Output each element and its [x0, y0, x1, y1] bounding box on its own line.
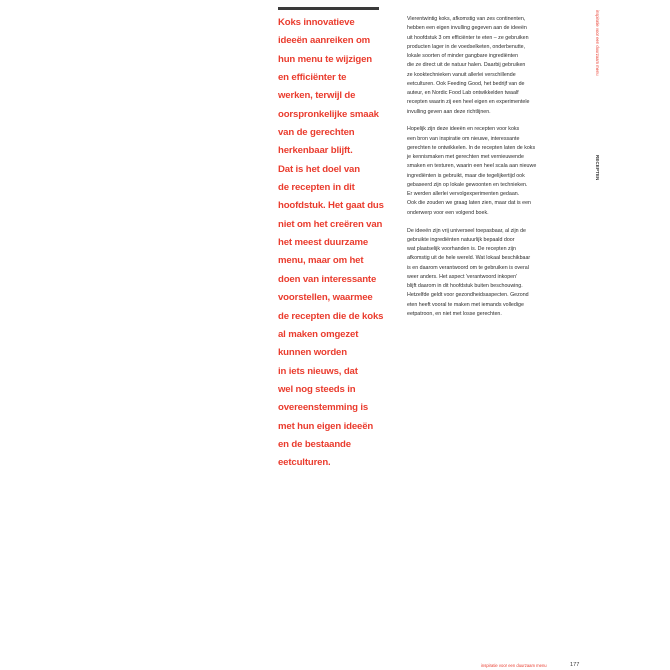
body-line: recepten waarin zij een heel eigen en experimentele	[407, 99, 530, 106]
body-line: eetpatroon, en niet met losse gerechten.	[407, 310, 502, 317]
body-line: blijft daarom in dit hoofdstuk buiten beschouwing.	[407, 283, 523, 290]
body-line: is en daarom verantwoord om te gebruiken is overal	[407, 264, 529, 271]
body-line: wat plaatselijk voorhanden is. De recepten zijn	[407, 246, 516, 253]
body-line: Ook die zouden we graag laten zien, maar dat is een	[407, 200, 531, 207]
body-line: smaken en texturen, waarin een heel scala aan nieuwe	[407, 163, 537, 170]
body-line: eten heeft vooral te maken met iemands volledige	[407, 301, 524, 308]
pull-quote-line: hoofdstuk. Het gaat dus	[278, 200, 384, 212]
body-line: Hetzelfde geldt voor gezondheidsaspecten. Gezond	[407, 292, 529, 299]
pull-quote-line: menu, maar om het	[278, 255, 364, 267]
pull-quote-line: het meest duurzame	[278, 237, 369, 249]
body-line: ingrediënten is gebruikt, maar die tegelijkertijd ook	[407, 172, 525, 179]
pull-quote-line: eetculturen.	[278, 457, 331, 469]
pull-quote-line: ideeën aanreiken om	[278, 35, 371, 47]
pull-quote-line: oorspronkelijke smaak	[278, 108, 379, 120]
body-line: weer anders. Het aspect 'verantwoord inkopen'	[407, 273, 518, 280]
body-paragraph	[407, 227, 583, 320]
body-line: invulling geven aan deze richtlijnen.	[407, 108, 491, 115]
running-head: inspiratie voor een duurzaam menu	[595, 10, 600, 76]
pull-quote-line: en de bestaande	[278, 438, 351, 450]
pull-quote-line: en efficiënter te	[278, 72, 347, 84]
body-line: auteur, en Nordic Food Lab ontwikkelden twaalf	[407, 90, 519, 96]
pull-quote-line: Koks innovatieve	[278, 17, 355, 28]
body-line: ze kooktechnieken vanuit allerlei verschillende	[407, 71, 516, 78]
pull-quote-line: werken, terwijl de	[278, 90, 356, 102]
body-line: lokale soorten of minder gangbare ingrediënten	[407, 53, 519, 59]
body-line: gebaseerd zijn op lokale gewoonten en technieken.	[407, 181, 528, 188]
body-line: gebruikte ingrediënten natuurlijk bepaald door	[407, 236, 515, 243]
body-line: De ideeën zijn vrij universeel toepasbaar, al zijn de	[407, 227, 526, 234]
body-line: hebben een eigen invulling gegeven aan de ideeën	[407, 25, 527, 32]
running-foot: inspiratie voor een duurzaam menu	[481, 663, 547, 668]
body-paragraph	[407, 125, 583, 218]
page-number: 177	[570, 662, 580, 668]
pull-quote-line: niet om het creëren van	[278, 218, 383, 230]
body-line: een bron van inspiratie om nieuwe, interessante	[407, 135, 520, 142]
pull-quote-line: herkenbaar blijft.	[278, 145, 353, 157]
pull-quote-line: de recepten die de koks	[278, 310, 384, 322]
pull-quote-line: hun menu te wijzigen	[278, 53, 373, 65]
body-line: die ze direct uit de natuur halen. Daarbij gebruiken	[407, 62, 526, 69]
pull-quote-line: kunnen worden	[278, 347, 347, 359]
pull-quote-line: de recepten in dit	[278, 182, 355, 194]
pull-quote-line: doen van interessante	[278, 273, 377, 285]
pull-quote-line: voorstellen, waarmee	[278, 292, 373, 304]
body-line: Er werden allerlei vervolgexperimenten gedaan.	[407, 191, 520, 198]
top-rule	[278, 7, 379, 10]
pull-quote	[278, 14, 388, 473]
body-line: afkomstig uit de hele wereld. Wat lokaal beschikbaar	[407, 255, 531, 262]
body-line: uit hoofdstuk 3 om efficiënter te eten – ze gebruiken	[407, 34, 529, 41]
pull-quote-line: Dat is het doel van	[278, 163, 360, 175]
pull-quote-line: in iets nieuws, dat	[278, 365, 358, 377]
body-line: gerechten te ontwikkelen. In de recepten laten de koks	[407, 144, 536, 151]
body-line: eetculturen. Ook Feeding Good, het bedrijf van de	[407, 80, 525, 87]
body-line: Hopelijk zijn deze ideeën en recepten voor koks	[407, 126, 520, 133]
body-paragraph	[407, 15, 583, 117]
section-label: RECEPTEN	[595, 155, 600, 181]
pull-quote-line: van de gerechten	[278, 127, 355, 139]
pull-quote-line: al maken omgezet	[278, 328, 359, 340]
body-line: producten lager in de voedselketen, onderbenutte,	[407, 43, 526, 50]
pull-quote-line: met hun eigen ideeën	[278, 420, 374, 432]
body-line: Vierentwintig koks, afkomstig van zes continenten,	[407, 16, 526, 22]
pull-quote-line: overeenstemming is	[278, 402, 369, 414]
body-line: je kennismaken met gerechten met vernieuwende	[407, 154, 524, 161]
body-text	[407, 15, 583, 328]
body-line: onderwerp voor een volgend boek.	[407, 209, 489, 216]
pull-quote-line: wel nog steeds in	[278, 383, 356, 395]
